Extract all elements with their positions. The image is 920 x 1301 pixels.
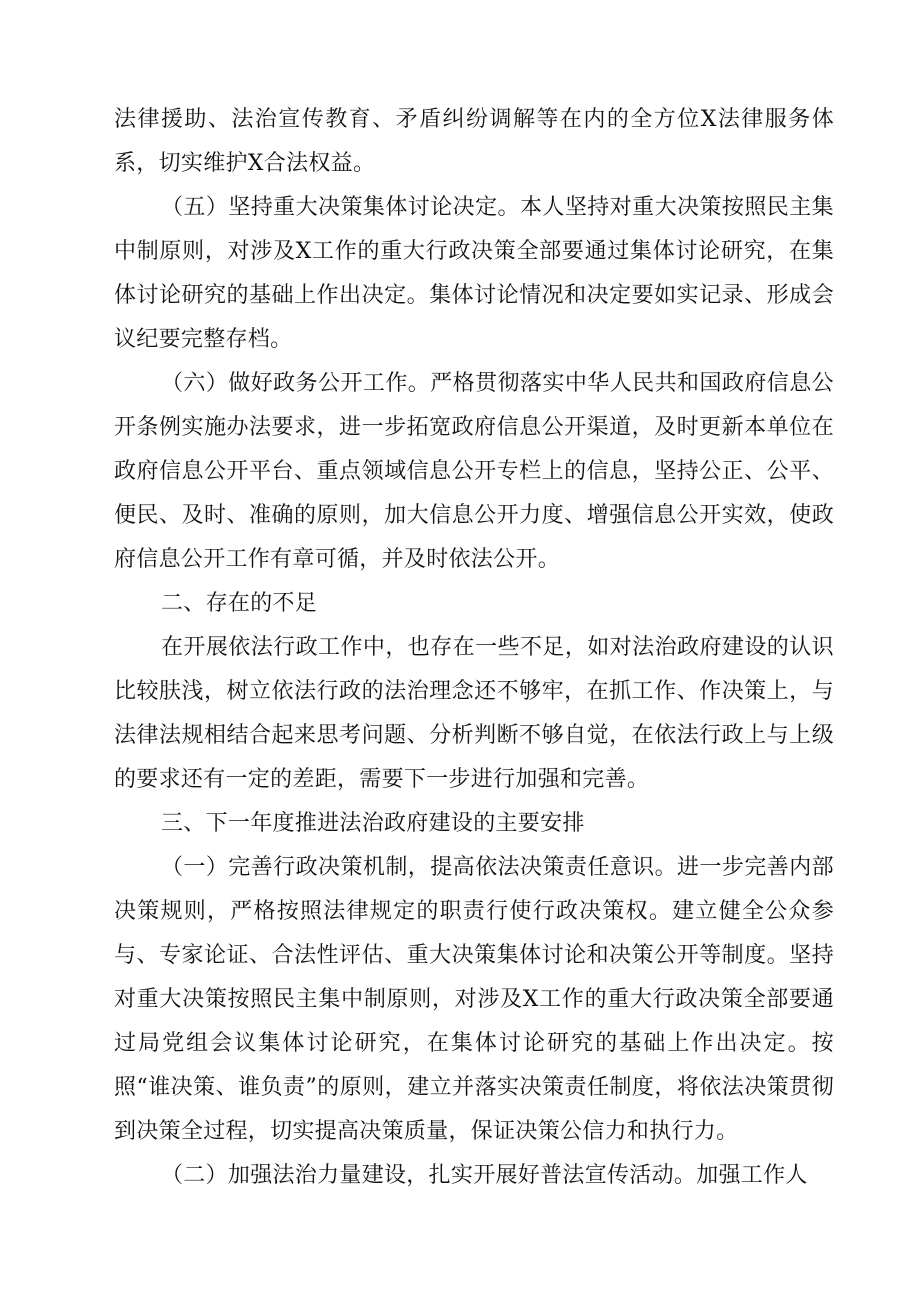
paragraph-item-5: （五）坚持重大决策集体讨论决定。本人坚持对重大决策按照民主集中制原则，对涉及X工作的重大行政决策全部要通过集体讨论研究，在集体讨论研究的基础上作出决定。集体讨论情况和决定要如实记录、形成会议纪要完整存档。 [114,195,834,352]
section-heading-next-year-plan: 三、下一年度推进法治政府建设的主要安排 [161,811,585,836]
paragraph-item-6: （六）做好政务公开工作。严格贯彻落实中华人民共和国政府信息公开条例实施办法要求，进一步拓宽政府信息公开渠道，及时更新本单位在政府信息公开平台、重点领域信息公开专栏上的信息，坚持公正、公平、便民、及时、准确的原则，加大信息公开力度、增强信息公开实效，使政府信息公开工作有章可循，并及时依法公开。 [114,371,834,572]
section-heading-shortcomings: 二、存在的不足 [161,591,318,616]
paragraph-shortcomings: 在开展依法行政工作中，也存在一些不足，如对法治政府建设的认识比较肤浅，树立依法行政的法治理念还不够牢，在抓工作、作决策上，与法律法规相结合起来思考问题、分析判断不够自觉，在依法行政上与上级的要求还有一定的差距，需要下一步进行加强和完善。 [114,635,834,792]
paragraph-plan-item-1: （一）完善行政决策机制，提高依法决策责任意识。进一步完善内部决策规则，严格按照法律规定的职责行使行政决策权。建立健全公众参与、专家论证、合法性评估、重大决策集体讨论和决策公开等制度。坚持对重大决策按照民主集中制原则，对涉及X工作的重大行政决策全部要通过局党组会议集体讨论研究，在集体讨论研究的基础上作出决定。按照“谁决策、谁负责”的原则，建立并落实决策责任制度，将依法决策贯彻到决策全过程，切实提高决策质量，保证决策公信力和执行力。 [114,855,834,1144]
paragraph-plan-item-2: （二）加强法治力量建设，扎实开展好普法宣传活动。加强工作人 [161,1163,808,1188]
document-body [114,98,834,1198]
paragraph-continuation: 法律援助、法治宣传教育、矛盾纠纷调解等在内的全方位X法律服务体系，切实维护X合法权益。 [114,107,834,176]
